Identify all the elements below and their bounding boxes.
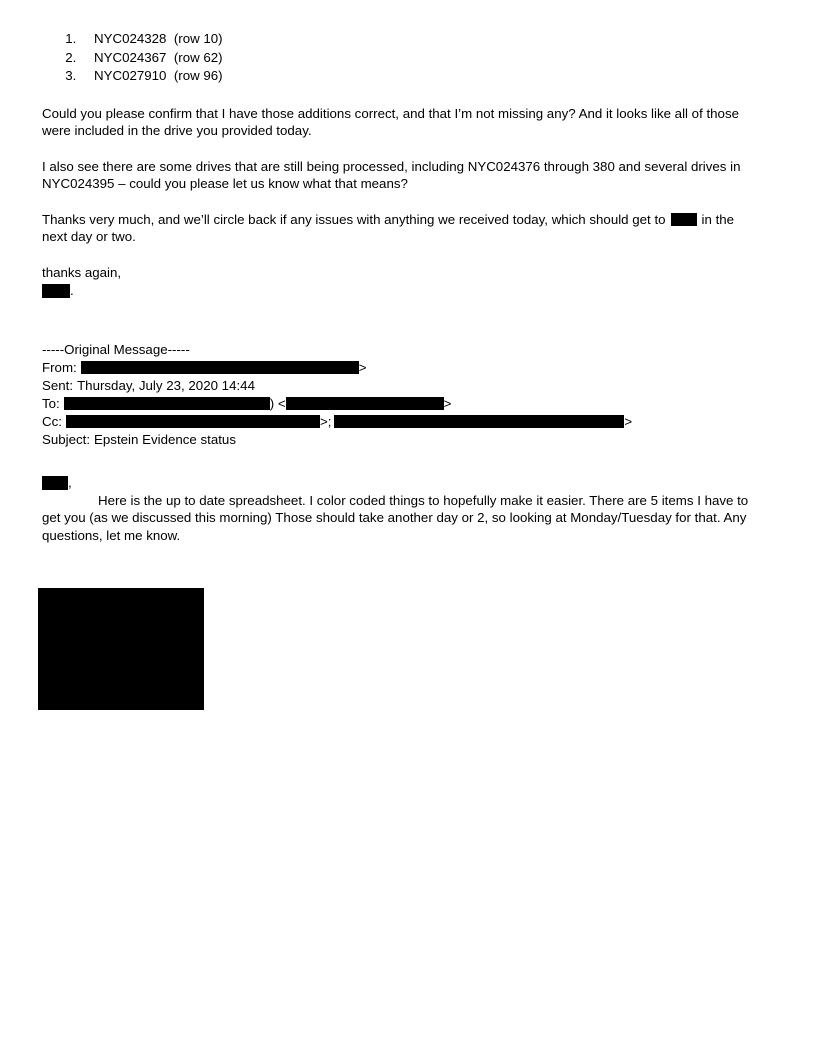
header-subject bbox=[42, 431, 754, 449]
redaction-bar bbox=[66, 415, 320, 428]
spacer bbox=[42, 140, 754, 158]
header-cc-suffix: > bbox=[624, 413, 633, 429]
paragraph-thanks bbox=[42, 211, 754, 246]
list-item-text: NYC024328 (row 10) bbox=[94, 31, 223, 46]
list-item bbox=[80, 30, 754, 48]
signature-line bbox=[42, 282, 754, 300]
redaction-bar bbox=[81, 361, 359, 374]
header-subject-label: Subject: bbox=[42, 431, 91, 447]
paragraph-confirm: Could you please confirm that I have those additions correct, and that I’m not missing any? And it looks like all of those were included in the drive you provided today. bbox=[42, 105, 739, 138]
header-sent bbox=[42, 377, 754, 395]
paragraph-thanks-part1: Thanks very much, and we’ll circle back if any issues with anything we received today, which should get to bbox=[42, 211, 666, 227]
redaction-bar bbox=[64, 397, 270, 410]
redaction-bar bbox=[671, 213, 697, 226]
bates-number-list bbox=[42, 30, 754, 85]
list-item bbox=[80, 49, 754, 67]
quoted-body-text: Here is the up to date spreadsheet. I color coded things to hopefully make it easier. There are 5 items I have to get you (as we discussed this morning) Those should take another day or 2, so looking at Monday/Tuesday for that. Any questions, let me know. bbox=[42, 492, 749, 543]
closing-line: thanks again, bbox=[42, 264, 122, 280]
quoted-salutation-suffix: , bbox=[68, 474, 72, 490]
paragraph-processing: I also see there are some drives that are still being processed, including NYC024376 through 380 and several drives in NYC024395 – could you please let us know what that means? bbox=[42, 158, 741, 191]
list-item bbox=[80, 67, 754, 85]
list-item-text: NYC024367 (row 62) bbox=[94, 49, 223, 65]
header-sent-label: Sent: bbox=[42, 377, 74, 393]
spacer bbox=[42, 193, 754, 211]
spacer bbox=[42, 246, 754, 264]
header-cc-mid: >; bbox=[319, 413, 332, 429]
redaction-bar bbox=[42, 284, 70, 298]
header-from-label: From: bbox=[42, 359, 77, 375]
redaction-bar bbox=[42, 476, 68, 490]
redaction-bar bbox=[286, 397, 444, 410]
spacer bbox=[42, 449, 754, 474]
header-sent-value: Thursday, July 23, 2020 14:44 bbox=[77, 377, 255, 393]
spacer bbox=[42, 300, 754, 341]
original-message-divider: -----Original Message----- bbox=[42, 341, 190, 357]
header-to bbox=[42, 395, 754, 413]
header-to-label: To: bbox=[42, 395, 60, 411]
redacted-image-block bbox=[38, 588, 204, 710]
header-subject-value: Epstein Evidence status bbox=[94, 431, 236, 447]
header-cc-label: Cc: bbox=[42, 413, 62, 429]
header-from bbox=[42, 359, 754, 377]
header-cc bbox=[42, 413, 754, 431]
header-to-suffix: > bbox=[443, 395, 452, 411]
list-item-text: NYC027910 (row 96) bbox=[94, 68, 223, 83]
header-to-mid: ) < bbox=[269, 395, 286, 411]
quoted-salutation bbox=[42, 474, 754, 492]
redaction-bar bbox=[334, 415, 624, 428]
paragraph-thanks-part2: in the next day or two. bbox=[42, 211, 735, 244]
signature-suffix: . bbox=[70, 282, 74, 298]
spacer bbox=[42, 86, 754, 105]
header-from-suffix: > bbox=[358, 359, 367, 375]
